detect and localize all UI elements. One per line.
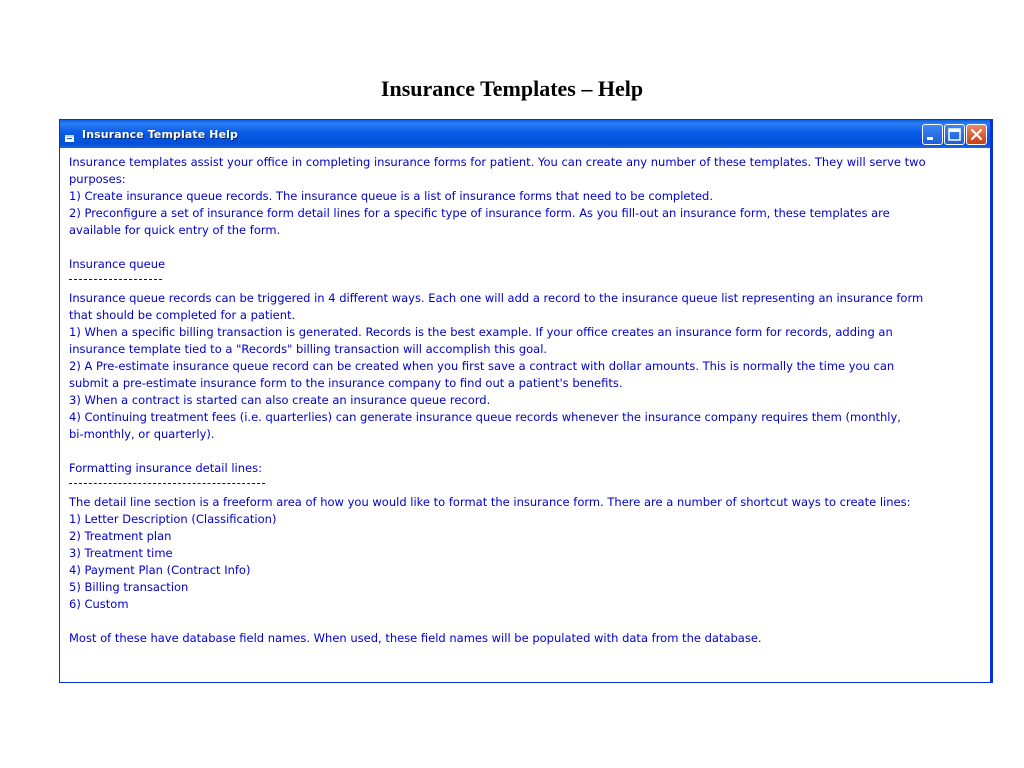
window-icon bbox=[64, 129, 75, 140]
format-heading: Formatting insurance detail lines: bbox=[69, 461, 262, 475]
intro-line: Insurance templates assist your office in completing insurance forms for patient. You can create any number of these templates. They will serve two bbox=[69, 155, 926, 169]
queue-line: 3) When a contract is started can also create an insurance queue record. bbox=[69, 393, 491, 407]
queue-heading: Insurance queue bbox=[69, 257, 166, 271]
closing-line: Most of these have database field names. When used, these field names will be populated with data from the database. bbox=[69, 631, 762, 645]
format-line: The detail line section is a freeform area of how you would like to format the insurance form. There are a number of shortcut ways to create lines: bbox=[69, 495, 911, 509]
window-title: Insurance Template Help bbox=[82, 127, 238, 141]
maximize-icon bbox=[945, 125, 964, 144]
queue-heading-underline bbox=[69, 273, 981, 290]
queue-line: 1) When a specific billing transaction is generated. Records is the best example. If your office creates an insurance form for records, adding an bbox=[69, 325, 893, 339]
intro-line: 1) Create insurance queue records. The insurance queue is a list of insurance forms that need to be completed. bbox=[69, 189, 714, 203]
queue-line: 2) A Pre-estimate insurance queue record can be created when you first save a contract with dollar amounts. This is normally the time you can bbox=[69, 359, 895, 373]
intro-line: 2) Preconfigure a set of insurance form detail lines for a specific type of insurance form. As you fill-out an insurance form, these templates are bbox=[69, 206, 890, 220]
help-content bbox=[60, 148, 990, 647]
help-window bbox=[59, 119, 993, 683]
format-line: 5) Billing transaction bbox=[69, 580, 189, 594]
window-controls bbox=[922, 124, 987, 145]
queue-line: submit a pre-estimate insurance form to the insurance company to find out a patient's benefits. bbox=[69, 376, 623, 390]
format-line: 1) Letter Description (Classification) bbox=[69, 512, 277, 526]
queue-line: insurance template tied to a "Records" billing transaction will accomplish this goal. bbox=[69, 342, 548, 356]
maximize-button[interactable] bbox=[944, 124, 965, 145]
intro-line: available for quick entry of the form. bbox=[69, 223, 281, 237]
minimize-button[interactable] bbox=[922, 124, 943, 145]
format-line: 2) Treatment plan bbox=[69, 529, 172, 543]
intro-line: purposes: bbox=[69, 172, 126, 186]
format-heading-underline bbox=[69, 477, 981, 494]
queue-line: Insurance queue records can be triggered in 4 different ways. Each one will add a record to the insurance queue list representing an insurance form bbox=[69, 291, 924, 305]
format-line: 3) Treatment time bbox=[69, 546, 173, 560]
title-bar[interactable] bbox=[60, 120, 990, 148]
minimize-icon bbox=[923, 125, 942, 144]
close-button[interactable] bbox=[966, 124, 987, 145]
format-line: 6) Custom bbox=[69, 597, 129, 611]
queue-line: 4) Continuing treatment fees (i.e. quarterlies) can generate insurance queue records whenever the insurance company requires them (monthly, bbox=[69, 410, 901, 424]
format-line: 4) Payment Plan (Contract Info) bbox=[69, 563, 251, 577]
queue-line: that should be completed for a patient. bbox=[69, 308, 296, 322]
queue-line: bi-monthly, or quarterly). bbox=[69, 427, 215, 441]
close-icon bbox=[967, 125, 986, 144]
page-title: Insurance Templates – Help bbox=[380, 76, 644, 101]
